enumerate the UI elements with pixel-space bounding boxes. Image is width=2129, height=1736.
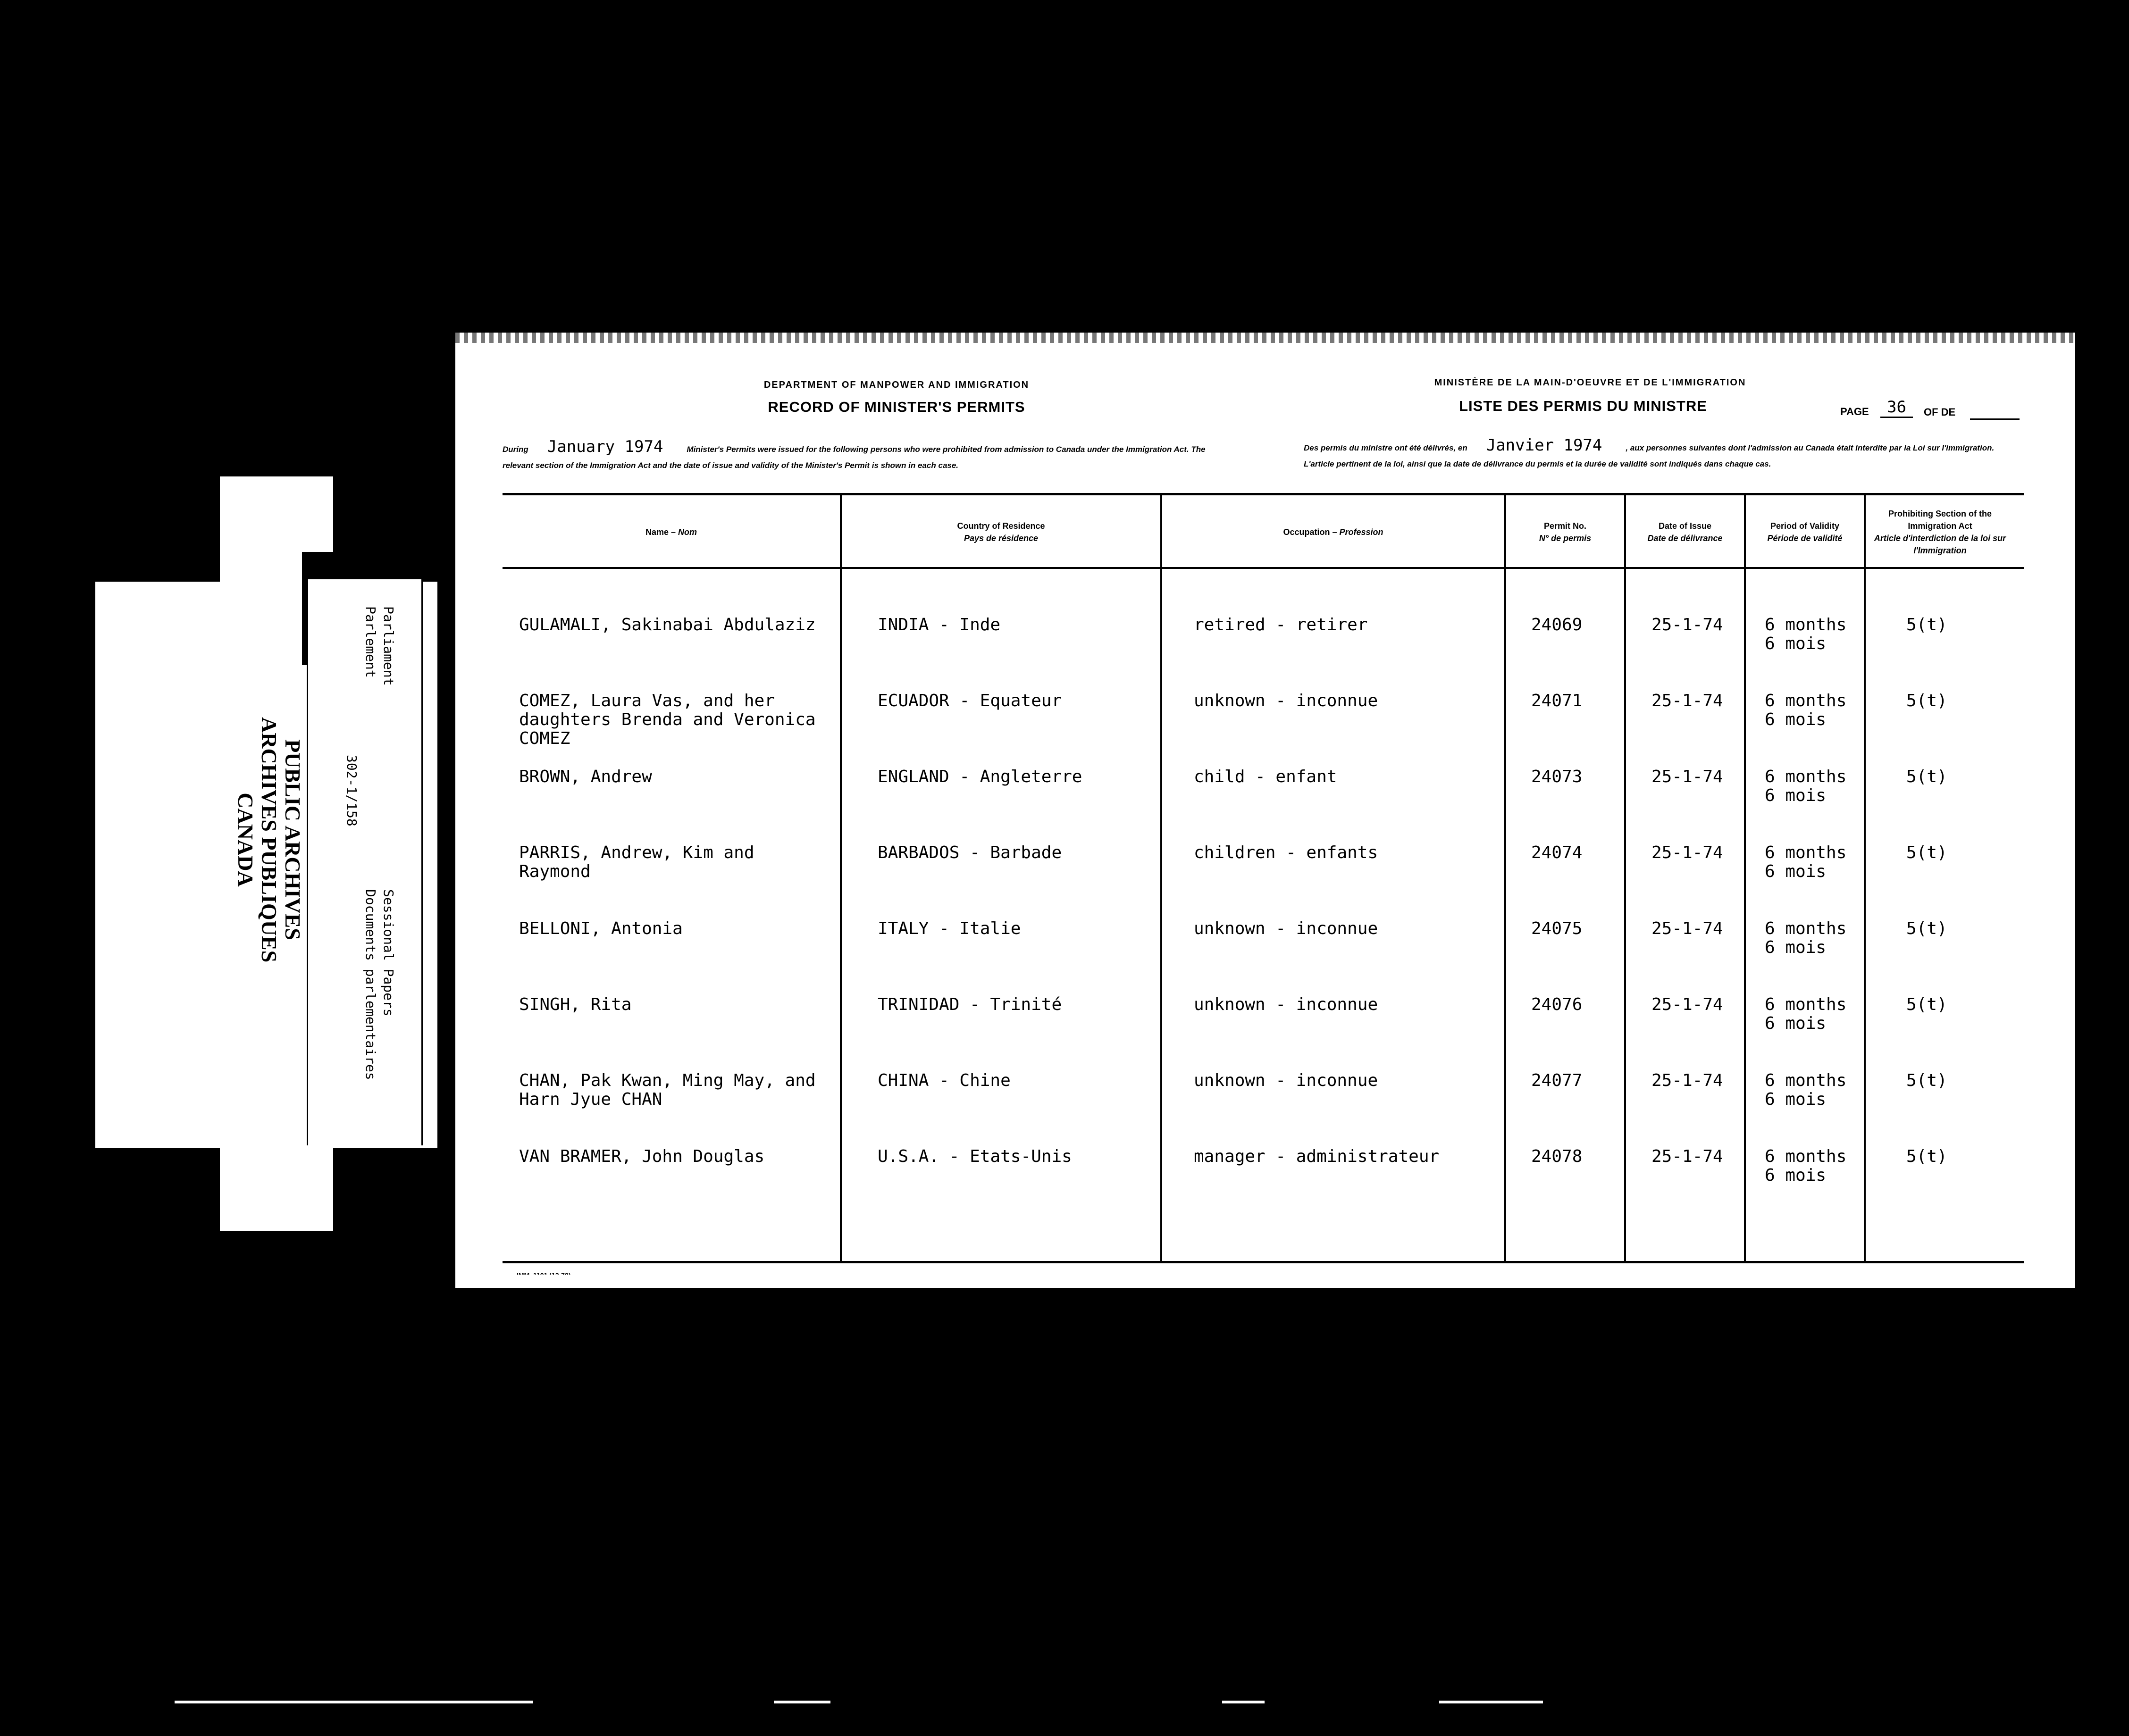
cell-section: 5(t) xyxy=(1906,995,1947,1014)
department-fr: MINISTÈRE DE LA MAIN-D'OEUVRE ET DE L'IMMIGRATION xyxy=(1434,377,1746,388)
cell-period: 6 months 6 mois xyxy=(1765,995,1847,1033)
cell-permit: 24078 xyxy=(1531,1147,1583,1166)
cell-permit: 24073 xyxy=(1531,767,1583,786)
cell-permit: 24077 xyxy=(1531,1071,1583,1090)
cell-occupation: unknown - inconnue xyxy=(1194,691,1378,710)
cell-name: COMEZ, Laura Vas, and her daughters Brenda and Veronica COMEZ xyxy=(519,691,826,748)
cell-date: 25-1-74 xyxy=(1651,691,1723,710)
cell-name: CHAN, Pak Kwan, Ming May, and Harn Jyue CHAN xyxy=(519,1071,826,1109)
month-fr: Janvier 1974 xyxy=(1486,436,1602,455)
col-header-permit: Permit No. N° de permis xyxy=(1539,521,1592,543)
table-row xyxy=(503,616,2024,691)
table-row xyxy=(503,919,2024,995)
cell-period: 6 months 6 mois xyxy=(1765,1071,1847,1109)
cell-date: 25-1-74 xyxy=(1651,995,1723,1014)
film-edge-marks xyxy=(175,1701,533,1703)
form-title-fr: LISTE DES PERMIS DU MINISTRE xyxy=(1459,398,1707,414)
department-en: DEPARTMENT OF MANPOWER AND IMMIGRATION xyxy=(763,380,1030,390)
cell-permit: 24076 xyxy=(1531,995,1583,1014)
header-rule xyxy=(503,493,2024,495)
film-edge-marks xyxy=(1222,1701,1265,1703)
form-title-en: RECORD OF MINISTER'S PERMITS xyxy=(768,399,1025,415)
of-blank-line xyxy=(1970,418,2020,420)
col-header-occupation: Occupation – Profession xyxy=(1283,527,1383,537)
column-header-rule xyxy=(503,567,2024,569)
cell-occupation: unknown - inconnue xyxy=(1194,919,1378,938)
cell-section: 5(t) xyxy=(1906,919,1947,938)
sessional-papers-label xyxy=(361,889,397,1080)
archive-stamp xyxy=(234,717,304,962)
cell-period: 6 months 6 mois xyxy=(1765,767,1847,805)
cell-country: INDIA - Inde xyxy=(878,615,1001,634)
col-header-country: Country of Residence Pays de résidence xyxy=(957,521,1045,543)
col-header-period: Period of Validity Période de validité xyxy=(1767,521,1843,543)
cell-section: 5(t) xyxy=(1906,1147,1947,1166)
cell-country: ECUADOR - Equateur xyxy=(878,691,1062,710)
parliament-label xyxy=(361,606,397,686)
cell-period: 6 months 6 mois xyxy=(1765,615,1847,653)
cell-occupation: children - enfants xyxy=(1194,843,1378,862)
cell-date: 25-1-74 xyxy=(1651,615,1723,634)
cell-section: 5(t) xyxy=(1906,691,1947,710)
bottom-rule xyxy=(503,1261,2024,1263)
parliament-en: Parliament xyxy=(381,606,396,686)
cell-name: GULAMALI, Sakinabai Abdulaziz xyxy=(519,615,816,634)
cell-period: 6 months 6 mois xyxy=(1765,1147,1847,1185)
cell-country: U.S.A. - Etats-Unis xyxy=(878,1147,1072,1166)
archive-line-1: PUBLIC ARCHIVES xyxy=(281,739,305,940)
cell-country: ENGLAND - Angleterre xyxy=(878,767,1082,786)
cell-permit: 24074 xyxy=(1531,843,1583,862)
cell-date: 25-1-74 xyxy=(1651,767,1723,786)
cell-name: BELLONI, Antonia xyxy=(519,919,683,938)
table-row xyxy=(503,1071,2024,1147)
cell-country: CHINA - Chine xyxy=(878,1071,1011,1090)
cell-country: TRINIDAD - Trinité xyxy=(878,995,1062,1014)
intro-en xyxy=(503,439,1208,474)
page-label: PAGE xyxy=(1840,406,1869,417)
sessional-en: Sessional Papers xyxy=(381,889,396,1017)
intro-fr-text: , aux personnes suivantes dont l'admission au Canada était interdite par la Loi sur l'immigration. L'article pertinent de la loi, ainsi que la date de délivrance du permis et la durée de validité sont indiqués dans chaque cas. xyxy=(1304,443,1995,468)
cell-permit: 24071 xyxy=(1531,691,1583,710)
cell-name: BROWN, Andrew xyxy=(519,767,652,786)
cell-date: 25-1-74 xyxy=(1651,919,1723,938)
table-row xyxy=(503,1147,2024,1223)
table-row xyxy=(503,692,2024,767)
film-edge-marks xyxy=(774,1701,830,1703)
cell-section: 5(t) xyxy=(1906,767,1947,786)
cell-date: 25-1-74 xyxy=(1651,1147,1723,1166)
table-row xyxy=(503,995,2024,1071)
cell-occupation: retired - retirer xyxy=(1194,615,1368,634)
cell-period: 6 months 6 mois xyxy=(1765,919,1847,957)
archive-line-3: CANADA xyxy=(234,793,258,887)
parliament-fr: Parlement xyxy=(363,606,378,678)
cell-name: PARRIS, Andrew, Kim and Raymond xyxy=(519,843,765,881)
cell-section: 5(t) xyxy=(1906,615,1947,634)
cell-country: BARBADOS - Barbade xyxy=(878,843,1062,862)
intro-fr-prefix: Des permis du ministre ont été délivrés, en xyxy=(1304,443,1467,452)
cell-occupation: child - enfant xyxy=(1194,767,1337,786)
table-row xyxy=(503,843,2024,919)
cell-occupation: manager - administrateur xyxy=(1194,1147,1440,1166)
cell-name: SINGH, Rita xyxy=(519,995,632,1014)
col-header-section: Prohibiting Section of the Immigration Act Article d'interdiction de la loi sur l'Immigration xyxy=(1874,509,2006,555)
intro-en-text: Minister's Permits were issued for the following persons who were prohibited from admission to Canada under the Immigration Act. The relevant section of the Immigration Act and the date of issue and validity of the Minister's Permit is shown in each case. xyxy=(503,445,1206,470)
cell-date: 25-1-74 xyxy=(1651,1071,1723,1090)
form-bottom-edge xyxy=(455,1275,2075,1288)
table-row xyxy=(503,768,2024,843)
film-edge-marks xyxy=(1439,1701,1543,1703)
col-header-date: Date of Issue Date de délivrance xyxy=(1647,521,1723,543)
cell-section: 5(t) xyxy=(1906,1071,1947,1090)
cell-name: VAN BRAMER, John Douglas xyxy=(519,1147,765,1166)
sessional-fr: Documents parlementaires xyxy=(363,889,378,1080)
cell-occupation: unknown - inconnue xyxy=(1194,1071,1378,1090)
month-en: January 1974 xyxy=(547,437,663,456)
intro-fr xyxy=(1304,437,2023,472)
permit-record-form xyxy=(455,333,2075,1288)
reference-number: 302-1/158 xyxy=(344,755,360,826)
intro-en-prefix: During xyxy=(503,445,528,454)
cell-country: ITALY - Italie xyxy=(878,919,1021,938)
cell-period: 6 months 6 mois xyxy=(1765,843,1847,881)
of-label: OF DE xyxy=(1924,406,1956,418)
archive-line-2: ARCHIVES PUBLIQUES xyxy=(257,717,281,963)
cell-permit: 24069 xyxy=(1531,615,1583,634)
col-header-name: Name – Nom xyxy=(645,527,697,537)
cell-date: 25-1-74 xyxy=(1651,843,1723,862)
cell-period: 6 months 6 mois xyxy=(1765,691,1847,729)
cell-section: 5(t) xyxy=(1906,843,1947,862)
cell-permit: 24075 xyxy=(1531,919,1583,938)
cell-occupation: unknown - inconnue xyxy=(1194,995,1378,1014)
page-number: 36 xyxy=(1880,398,1913,418)
form-top-edge xyxy=(455,333,2075,343)
